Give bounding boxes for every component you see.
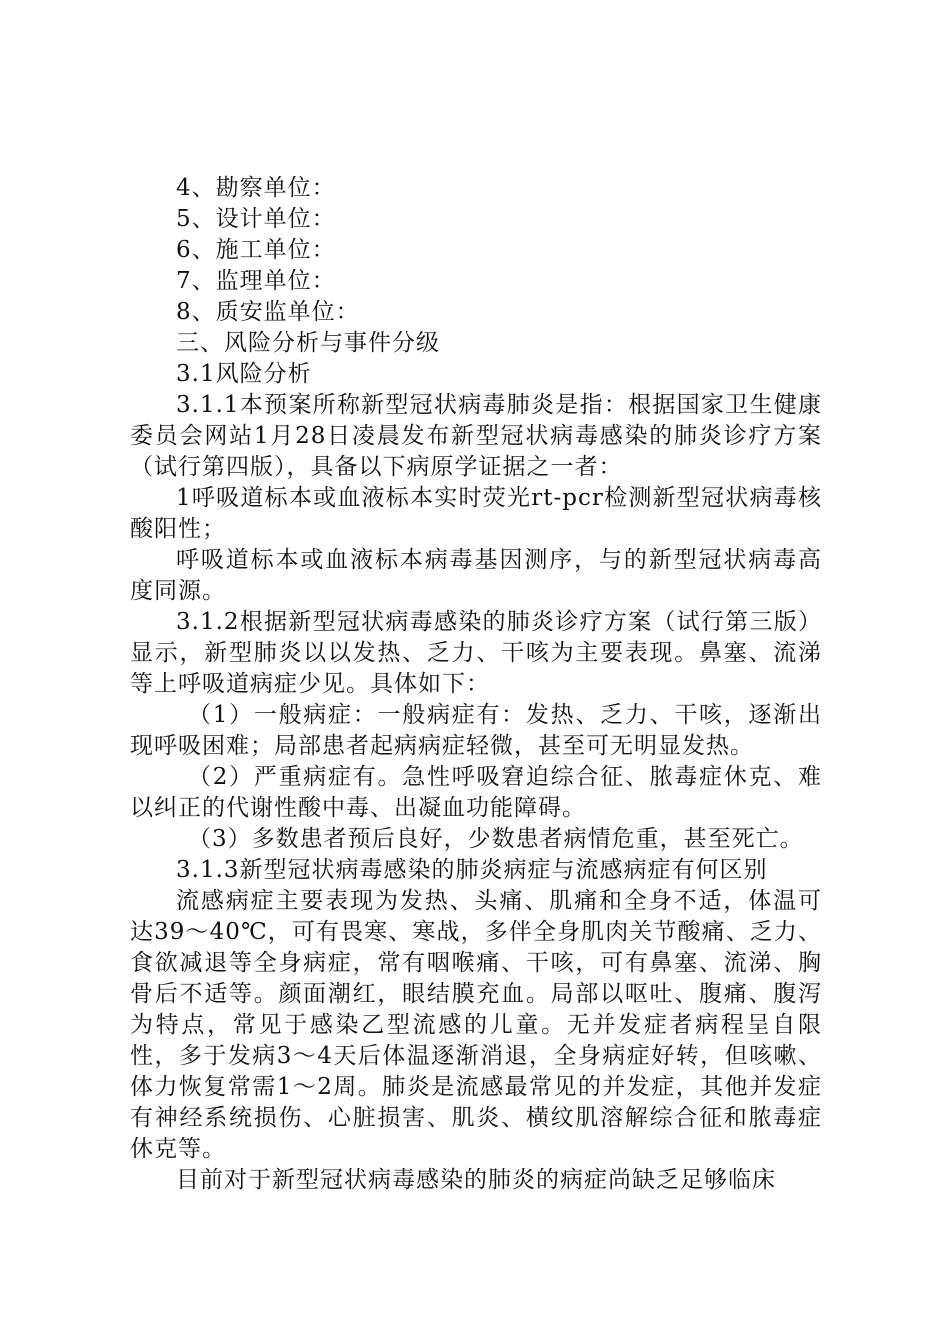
paragraph-evidence-1: 1呼吸道标本或血液标本实时荧光rt-pcr检测新型冠状病毒核酸阳性； — [130, 485, 822, 542]
paragraph-flu-symptoms: 流感病症主要表现为发热、头痛、肌痛和全身不适，体温可达39～40℃，可有畏寒、寒战，多伴全身肌肉关节酸痛、乏力、食欲减退等全身病症，常有咽喉痛、干咳，可有鼻塞、流涕、胸骨后不适等。颜面潮红，眼结膜充血。局部以呕吐、腹痛、腹泻为特点，常见于感染乙型流感的儿童。无并发症者病程呈自限性，多于发病3～4天后体温逐渐消退，全身病症好转，但咳嗽、体力恢复常需1～2周。肺炎是流感最常见的并发症，其他并发症有神经系统损伤、心脏损害、肌炎、横纹肌溶解综合征和脓毒症休克等。 — [130, 888, 822, 1162]
paragraph-symptom-general: （1）一般病症：一般病症有：发热、乏力、干咳，逐渐出现呼吸困难；局部患者起病病症轻微，甚至可无明显发热。 — [130, 702, 822, 759]
list-item-quality-safety-unit: 8、质安监单位： — [176, 299, 360, 325]
paragraph-3-1-3: 3.1.3新型冠状病毒感染的肺炎病症与流感病症有何区别 — [176, 857, 768, 883]
paragraph-prognosis: （3）多数患者预后良好，少数患者病情危重，甚至死亡。 — [188, 826, 804, 852]
paragraph-3-1-2: 3.1.2根据新型冠状病毒感染的肺炎诊疗方案（试行第三版）显示，新型肺炎以以发热、乏力、干咳为主要表现。鼻塞、流涕等上呼吸道病症少见。具体如下： — [130, 609, 822, 697]
paragraph-3-1-1: 3.1.1本预案所称新型冠状病毒肺炎是指：根据国家卫生健康委员会网站1月28日凌晨发布新型冠状病毒感染的肺炎诊疗方案（试行第四版），具备以下病原学证据之一者： — [130, 392, 822, 480]
section-heading-risk-analysis: 三、风险分析与事件分级 — [176, 330, 440, 356]
paragraph-evidence-2: 呼吸道标本或血液标本病毒基因测序，与的新型冠状病毒高度同源。 — [130, 547, 822, 604]
list-item-design-unit: 5、设计单位： — [176, 206, 336, 232]
list-item-supervision-unit: 7、监理单位： — [176, 268, 336, 294]
list-item-survey-unit: 4、勘察单位： — [176, 175, 336, 201]
document-body — [130, 173, 822, 1196]
list-item-construction-unit: 6、施工单位： — [176, 237, 336, 263]
paragraph-current-status: 目前对于新型冠状病毒感染的肺炎的病症尚缺乏足够临床 — [176, 1167, 776, 1193]
paragraph-symptom-severe: （2）严重病症有。急性呼吸窘迫综合征、脓毒症休克、难以纠正的代谢性酸中毒、出凝血功能障碍。 — [130, 764, 822, 821]
subsection-heading-3-1: 3.1风险分析 — [176, 361, 312, 387]
